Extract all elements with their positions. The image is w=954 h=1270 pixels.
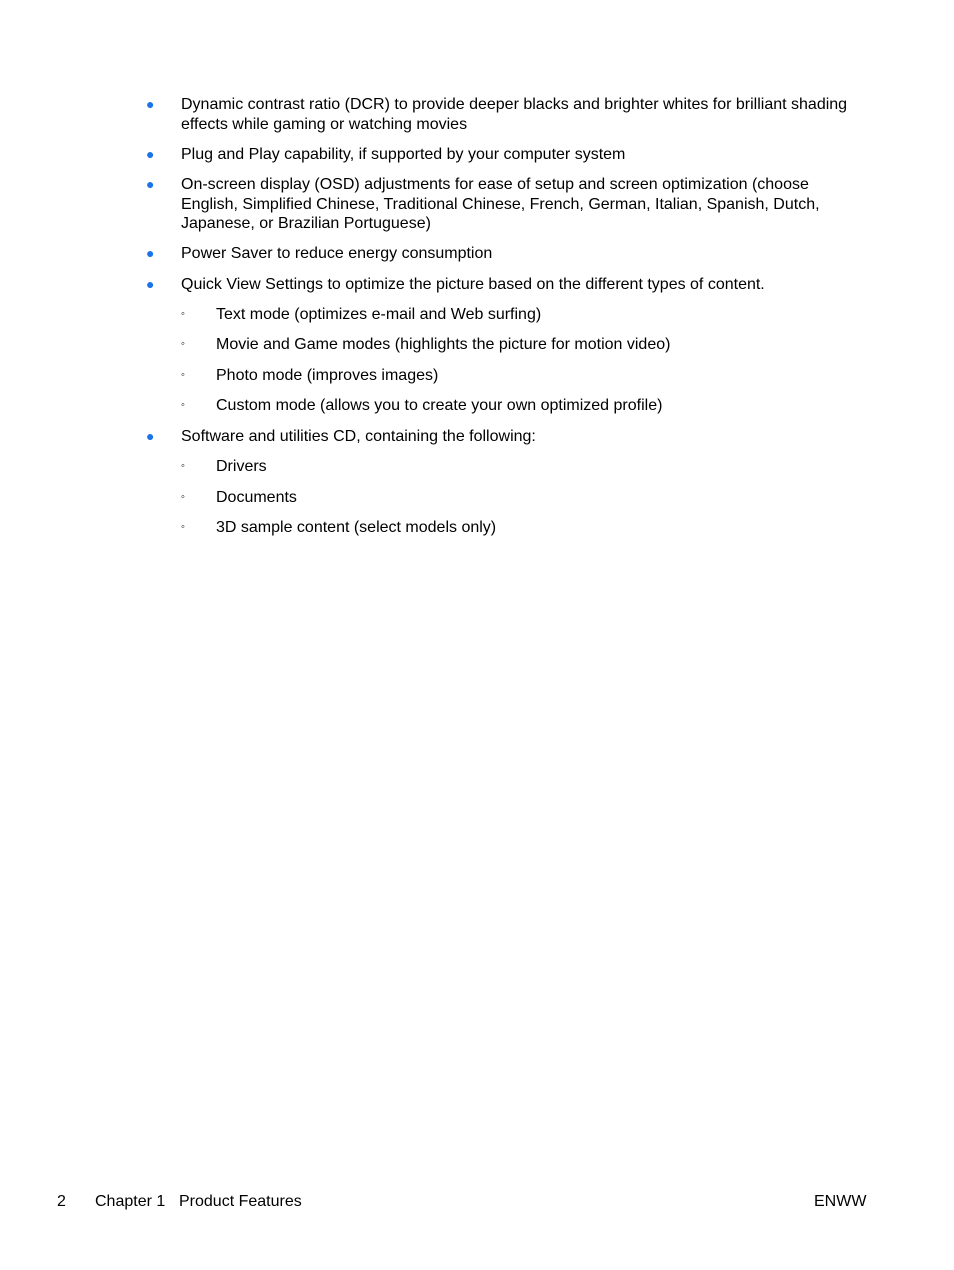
- sub-list-item: [181, 457, 856, 477]
- page-number: 2: [57, 1193, 66, 1210]
- bullet-icon: ●: [146, 245, 155, 261]
- sub-list-item-text: Drivers: [216, 458, 267, 475]
- bullet-icon: ●: [146, 428, 155, 444]
- sub-list-item-text: Text mode (optimizes e-mail and Web surfing): [216, 306, 542, 323]
- bullet-icon: ●: [146, 96, 155, 112]
- list-item-text: Dynamic contrast ratio (DCR) to provide deeper blacks and brighter whites for brilliant shading effects while gaming or watching movies: [181, 96, 848, 133]
- sub-bullet-icon: ◦: [181, 369, 185, 381]
- sub-bullet-icon: ◦: [181, 338, 185, 350]
- list-item: [146, 95, 861, 134]
- sub-list-item-text: 3D sample content (select models only): [216, 519, 497, 536]
- list-item-text: Plug and Play capability, if supported by your computer system: [181, 146, 626, 163]
- bullet-icon: ●: [146, 276, 155, 292]
- list-item-text: Quick View Settings to optimize the picture based on the different types of content.: [181, 276, 765, 293]
- sub-list-item: [181, 396, 856, 416]
- sub-list-item: [181, 335, 856, 355]
- sub-bullet-icon: ◦: [181, 460, 185, 472]
- list-item: [146, 145, 861, 165]
- sub-list-item-text: Documents: [216, 489, 297, 506]
- bullet-icon: ●: [146, 176, 155, 192]
- sub-list-item-text: Photo mode (improves images): [216, 367, 439, 384]
- sub-list-item-text: Custom mode (allows you to create your own optimized profile): [216, 397, 663, 414]
- sub-bullet-icon: ◦: [181, 308, 185, 320]
- sub-list-item-text: Movie and Game modes (highlights the picture for motion video): [216, 336, 671, 353]
- list-item: [146, 175, 836, 234]
- sub-bullet-icon: ◦: [181, 521, 185, 533]
- sub-list-item: [181, 305, 856, 325]
- sub-list-item: [181, 518, 856, 538]
- list-item-text: Software and utilities CD, containing the following:: [181, 428, 536, 445]
- list-item: [146, 244, 861, 264]
- chapter-label: Chapter 1: [95, 1193, 166, 1210]
- list-item: [146, 275, 861, 295]
- bullet-icon: ●: [146, 146, 155, 162]
- sub-bullet-icon: ◦: [181, 399, 185, 411]
- sub-list-item: [181, 488, 856, 508]
- page-footer: [0, 1192, 954, 1212]
- list-item-text: Power Saver to reduce energy consumption: [181, 245, 493, 262]
- sub-list-item: [181, 366, 856, 386]
- list-item-text: On-screen display (OSD) adjustments for ease of setup and screen optimization (choose English, Simplified Chinese, Traditional Chinese, French, German, Italian, Spanish, Dutch, Japanese, or Brazilian Portuguese): [181, 176, 820, 232]
- section-title: Product Features: [179, 1193, 302, 1210]
- document-code: ENWW: [814, 1193, 867, 1210]
- list-item: [146, 427, 861, 447]
- sub-bullet-icon: ◦: [181, 491, 185, 503]
